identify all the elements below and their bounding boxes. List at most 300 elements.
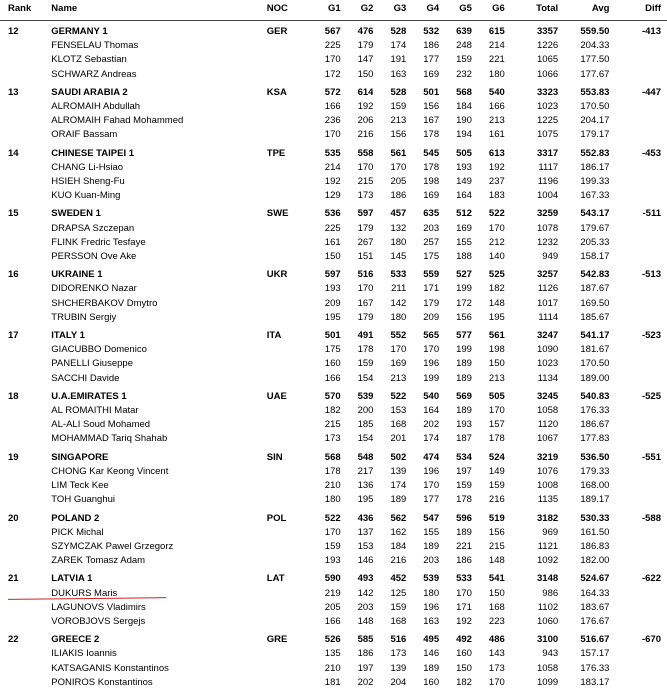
player-name: LAGUNOVS Vladimirs — [51, 601, 146, 613]
team-total: 3317 — [537, 147, 559, 159]
player-game-score: 171 — [456, 601, 472, 613]
player-rank-blank — [0, 493, 51, 507]
player-game-score: 173 — [357, 190, 374, 202]
player-game-score: 216 — [390, 555, 407, 567]
team-total: 3245 — [537, 390, 559, 402]
player-noc-blank — [267, 615, 308, 629]
player-game-score: 170 — [488, 222, 505, 234]
player-total: 1102 — [537, 601, 559, 613]
player-total: 1023 — [537, 358, 559, 370]
team-game-score: 635 — [423, 208, 440, 220]
player-game-score: 257 — [423, 236, 440, 248]
team-avg: 530.33 — [580, 512, 610, 524]
player-row — [0, 465, 667, 479]
player-diff-blank — [609, 479, 667, 493]
player-row — [0, 39, 667, 53]
player-diff-blank — [609, 615, 667, 629]
player-game-score: 187 — [456, 433, 472, 445]
player-row — [0, 175, 667, 189]
player-diff-blank — [609, 189, 667, 203]
player-total: 1017 — [537, 297, 559, 309]
player-row — [0, 493, 667, 507]
player-game-score: 142 — [390, 297, 407, 309]
team-name: LATVIA 1 — [51, 573, 93, 585]
player-total: 1008 — [537, 480, 559, 492]
player-game-score: 178 — [324, 465, 341, 477]
player-diff-blank — [609, 128, 667, 142]
player-avg: 170.50 — [580, 101, 610, 113]
team-rank: 22 — [8, 634, 19, 646]
player-game-score: 237 — [488, 176, 505, 188]
player-game-score: 164 — [456, 190, 472, 202]
player-noc-blank — [267, 161, 308, 175]
player-noc-blank — [267, 236, 308, 250]
player-rank-blank — [0, 404, 51, 418]
player-game-score: 197 — [357, 662, 374, 674]
player-game-score: 173 — [390, 648, 407, 660]
player-rank-blank — [0, 53, 51, 67]
team-game-score: 545 — [423, 147, 440, 159]
player-game-score: 193 — [324, 555, 341, 567]
player-name: PICK Michal — [51, 526, 104, 538]
team-game-score: 436 — [357, 512, 374, 524]
header-total: Total — [536, 3, 559, 14]
team-game-score: 505 — [456, 147, 472, 159]
player-row — [0, 189, 667, 203]
player-game-score: 137 — [357, 526, 374, 538]
team-game-score: 562 — [390, 512, 407, 524]
player-game-score: 159 — [324, 540, 341, 552]
team-row — [0, 572, 667, 586]
player-game-score: 162 — [390, 526, 407, 538]
player-game-score: 136 — [357, 480, 374, 492]
team-game-score: 493 — [357, 573, 374, 585]
player-game-score: 154 — [357, 433, 374, 445]
player-game-score: 179 — [423, 297, 440, 309]
player-row — [0, 282, 667, 296]
player-diff-blank — [609, 662, 667, 676]
player-name: PONIROS Konstantinos — [51, 676, 153, 688]
team-game-score: 614 — [357, 86, 374, 98]
player-game-score: 156 — [423, 101, 440, 113]
player-game-score: 203 — [423, 222, 440, 234]
player-game-score: 221 — [456, 540, 472, 552]
player-game-score: 196 — [423, 465, 440, 477]
player-avg: 158.17 — [580, 251, 610, 263]
player-game-score: 197 — [456, 465, 472, 477]
player-game-score: 161 — [324, 236, 341, 248]
team-game-score: 532 — [423, 26, 440, 37]
team-game-score: 615 — [488, 26, 505, 37]
player-avg: 189.17 — [580, 494, 610, 506]
player-row — [0, 676, 667, 690]
team-diff: -622 — [641, 573, 661, 585]
player-game-score: 168 — [488, 601, 505, 613]
player-game-score: 129 — [324, 190, 341, 202]
player-game-score: 170 — [423, 344, 440, 356]
player-game-score: 213 — [488, 115, 505, 127]
player-game-score: 192 — [456, 615, 472, 627]
team-name: GREECE 2 — [51, 634, 100, 646]
team-name: U.A.EMIRATES 1 — [51, 390, 127, 402]
team-avg: 536.50 — [580, 451, 610, 463]
team-diff: -588 — [641, 512, 661, 524]
team-total: 3247 — [537, 330, 559, 342]
player-game-score: 213 — [390, 372, 407, 384]
player-noc-blank — [267, 493, 308, 507]
player-avg: 183.67 — [580, 601, 610, 613]
team-avg: 516.67 — [580, 634, 610, 646]
player-rank-blank — [0, 479, 51, 493]
player-row — [0, 662, 667, 676]
player-avg: 181.67 — [580, 344, 610, 356]
team-game-score: 516 — [390, 634, 407, 646]
player-rank-blank — [0, 250, 51, 264]
player-game-score: 182 — [456, 676, 472, 688]
team-game-score: 474 — [423, 451, 440, 463]
player-game-score: 125 — [390, 587, 407, 599]
player-game-score: 178 — [456, 494, 472, 506]
player-diff-blank — [609, 250, 667, 264]
player-game-score: 267 — [357, 236, 374, 248]
player-game-score: 170 — [324, 526, 341, 538]
team-game-score: 512 — [456, 208, 472, 220]
player-game-score: 186 — [357, 648, 374, 660]
player-game-score: 196 — [423, 358, 440, 370]
player-noc-blank — [267, 39, 308, 53]
player-game-score: 182 — [488, 283, 505, 295]
player-game-score: 186 — [423, 40, 440, 52]
player-game-score: 156 — [488, 526, 505, 538]
player-game-score: 164 — [423, 405, 440, 417]
player-diff-blank — [609, 647, 667, 661]
player-avg: 157.17 — [580, 648, 610, 660]
player-row — [0, 526, 667, 540]
team-game-score: 486 — [488, 634, 505, 646]
player-total: 1004 — [537, 190, 559, 202]
player-name: DUKURS Maris — [51, 587, 118, 599]
player-game-score: 199 — [456, 344, 472, 356]
player-game-score: 159 — [456, 54, 472, 66]
player-game-score: 192 — [324, 176, 341, 188]
player-game-score: 206 — [357, 115, 374, 127]
team-name: POLAND 2 — [51, 512, 100, 524]
team-total: 3259 — [537, 208, 559, 220]
player-game-score: 181 — [324, 676, 341, 688]
player-rank-blank — [0, 601, 51, 615]
player-game-score: 150 — [456, 662, 472, 674]
player-name: KUO Kuan-Ming — [51, 190, 121, 202]
player-noc-blank — [267, 128, 308, 142]
player-game-score: 215 — [357, 176, 374, 188]
player-game-score: 160 — [423, 676, 440, 688]
player-game-score: 167 — [423, 115, 440, 127]
team-game-score: 561 — [390, 147, 407, 159]
player-row — [0, 297, 667, 311]
player-game-score: 186 — [390, 190, 407, 202]
player-name: MOHAMMAD Tariq Shahab — [51, 433, 168, 445]
player-game-score: 140 — [488, 251, 505, 263]
player-game-score: 172 — [456, 297, 472, 309]
player-game-score: 177 — [423, 494, 440, 506]
player-avg: 169.50 — [580, 297, 610, 309]
team-name: SINGAPORE — [51, 451, 109, 463]
player-diff-blank — [609, 100, 667, 114]
player-game-score: 159 — [456, 480, 472, 492]
player-game-score: 189 — [456, 372, 472, 384]
player-total: 1067 — [537, 433, 559, 445]
team-avg: 524.67 — [580, 573, 610, 585]
player-noc-blank — [267, 372, 308, 386]
player-name: KATSAGANIS Konstantinos — [51, 662, 169, 674]
player-rank-blank — [0, 114, 51, 128]
player-rank-blank — [0, 372, 51, 386]
team-game-score: 533 — [390, 269, 407, 281]
header-row — [0, 0, 667, 21]
player-noc-blank — [267, 662, 308, 676]
player-avg: 187.67 — [580, 283, 610, 295]
team-diff: -525 — [641, 390, 661, 402]
player-noc-blank — [267, 601, 308, 615]
player-diff-blank — [609, 311, 667, 325]
player-diff-blank — [609, 297, 667, 311]
team-game-score: 569 — [456, 390, 472, 402]
player-game-score: 170 — [357, 161, 374, 173]
player-total: 1066 — [537, 68, 559, 80]
team-game-score: 540 — [488, 86, 505, 98]
team-rank: 17 — [8, 330, 19, 342]
player-rank-blank — [0, 100, 51, 114]
player-total: 1232 — [537, 236, 559, 248]
player-avg: 204.33 — [580, 40, 610, 52]
player-rank-blank — [0, 175, 51, 189]
player-name: DIDORENKO Nazar — [51, 283, 137, 295]
player-diff-blank — [609, 676, 667, 690]
team-game-score: 502 — [390, 451, 407, 463]
player-noc-blank — [267, 297, 308, 311]
player-noc-blank — [267, 68, 308, 82]
player-diff-blank — [609, 175, 667, 189]
player-row — [0, 554, 667, 568]
player-total: 1060 — [537, 615, 559, 627]
player-game-score: 150 — [357, 68, 374, 80]
team-game-score: 522 — [324, 512, 341, 524]
player-rank-blank — [0, 526, 51, 540]
team-game-score: 519 — [488, 512, 505, 524]
team-game-score: 492 — [456, 634, 472, 646]
team-game-score: 548 — [357, 451, 374, 463]
player-game-score: 170 — [390, 344, 407, 356]
player-game-score: 159 — [390, 601, 407, 613]
team-noc: GRE — [266, 634, 288, 646]
player-game-score: 163 — [390, 68, 407, 80]
player-row — [0, 540, 667, 554]
team-rank: 19 — [8, 451, 19, 463]
player-game-score: 178 — [357, 344, 374, 356]
player-game-score: 178 — [423, 129, 440, 141]
player-game-score: 170 — [488, 676, 505, 688]
team-game-score: 561 — [488, 330, 505, 342]
player-diff-blank — [609, 222, 667, 236]
team-avg: 541.17 — [580, 330, 610, 342]
player-game-score: 148 — [357, 615, 374, 627]
player-avg: 182.00 — [580, 555, 610, 567]
player-avg: 177.83 — [580, 433, 610, 445]
team-game-score: 572 — [324, 86, 341, 98]
player-rank-blank — [0, 189, 51, 203]
player-diff-blank — [609, 493, 667, 507]
player-name: DRAPSA Szczepan — [51, 222, 135, 234]
player-game-score: 174 — [390, 480, 407, 492]
player-row — [0, 418, 667, 432]
team-row — [0, 25, 667, 39]
player-name: ZAREK Tomasz Adam — [51, 555, 146, 567]
player-game-score: 180 — [423, 587, 440, 599]
player-game-score: 215 — [324, 419, 341, 431]
team-noc: POL — [266, 512, 287, 524]
player-name: GIACUBBO Domenico — [51, 344, 147, 356]
player-noc-blank — [267, 554, 308, 568]
player-diff-blank — [609, 540, 667, 554]
team-game-score: 590 — [324, 573, 341, 585]
header-g3: G3 — [393, 3, 407, 14]
player-game-score: 173 — [488, 662, 505, 674]
player-noc-blank — [267, 100, 308, 114]
player-noc-blank — [267, 587, 308, 601]
player-game-score: 189 — [423, 540, 440, 552]
player-game-score: 139 — [390, 465, 407, 477]
player-name: CHANG Li-Hsiao — [51, 161, 124, 173]
team-row — [0, 451, 667, 465]
team-diff: -523 — [641, 330, 661, 342]
player-name: TOH Guanghui — [51, 494, 116, 506]
player-noc-blank — [267, 343, 308, 357]
team-game-score: 501 — [324, 330, 341, 342]
player-total: 1134 — [537, 372, 559, 384]
team-game-score: 613 — [488, 147, 505, 159]
team-name: ITALY 1 — [51, 330, 85, 342]
team-game-score: 495 — [423, 634, 440, 646]
player-game-score: 170 — [357, 283, 374, 295]
player-game-score: 149 — [456, 176, 472, 188]
player-game-score: 203 — [423, 555, 440, 567]
player-game-score: 169 — [423, 68, 440, 80]
team-game-score: 540 — [423, 390, 440, 402]
player-game-score: 142 — [357, 587, 374, 599]
player-game-score: 204 — [390, 676, 407, 688]
player-name: PANELLI Giuseppe — [51, 358, 133, 370]
player-total: 1196 — [537, 176, 559, 188]
team-row — [0, 86, 667, 100]
player-game-score: 183 — [488, 190, 505, 202]
player-diff-blank — [609, 114, 667, 128]
player-noc-blank — [267, 526, 308, 540]
player-name: FLINK Fredric Tesfaye — [51, 236, 146, 248]
player-total: 1078 — [537, 222, 559, 234]
player-game-score: 225 — [324, 222, 341, 234]
player-game-score: 135 — [324, 648, 341, 660]
header-diff: Diff — [645, 3, 661, 14]
player-game-score: 189 — [456, 358, 472, 370]
player-game-score: 225 — [324, 40, 341, 52]
team-noc: KSA — [266, 86, 287, 98]
team-game-score: 539 — [423, 573, 440, 585]
player-game-score: 195 — [488, 311, 505, 323]
team-game-score: 525 — [488, 269, 505, 281]
player-rank-blank — [0, 615, 51, 629]
player-game-score: 210 — [324, 662, 341, 674]
player-name: CHONG Kar Keong Vincent — [51, 465, 169, 477]
team-name: SWEDEN 1 — [51, 208, 101, 220]
player-rank-blank — [0, 236, 51, 250]
player-name: ILIAKIS Ioannis — [51, 648, 117, 660]
player-total: 943 — [542, 648, 559, 660]
player-game-score: 167 — [357, 297, 374, 309]
team-game-score: 567 — [324, 26, 341, 37]
player-noc-blank — [267, 404, 308, 418]
team-game-score: 597 — [357, 208, 374, 220]
header-rank: Rank — [8, 3, 32, 14]
player-total: 1090 — [537, 344, 559, 356]
team-game-score: 597 — [324, 269, 341, 281]
player-game-score: 174 — [423, 433, 440, 445]
player-game-score: 184 — [456, 101, 472, 113]
player-game-score: 147 — [357, 54, 374, 66]
player-avg: 199.33 — [580, 176, 610, 188]
team-total: 3219 — [537, 451, 559, 463]
player-game-score: 184 — [390, 540, 407, 552]
team-game-score: 528 — [390, 26, 407, 37]
player-game-score: 248 — [456, 40, 472, 52]
player-name: TRUBIN Sergiy — [51, 311, 117, 323]
player-total: 1225 — [537, 115, 559, 127]
player-game-score: 189 — [456, 526, 472, 538]
player-game-score: 149 — [488, 465, 505, 477]
player-game-score: 159 — [488, 480, 505, 492]
team-total: 3257 — [537, 269, 559, 281]
player-avg: 189.00 — [580, 372, 610, 384]
player-total: 1065 — [537, 54, 559, 66]
player-game-score: 195 — [357, 494, 374, 506]
team-row — [0, 207, 667, 221]
player-diff-blank — [609, 432, 667, 446]
team-game-score: 639 — [456, 26, 472, 37]
player-game-score: 168 — [390, 615, 407, 627]
player-game-score: 174 — [390, 40, 407, 52]
team-row — [0, 512, 667, 526]
player-game-score: 146 — [423, 648, 440, 660]
player-row — [0, 404, 667, 418]
player-row — [0, 479, 667, 493]
player-game-score: 223 — [488, 615, 505, 627]
player-game-score: 182 — [324, 405, 341, 417]
team-row — [0, 633, 667, 647]
player-noc-blank — [267, 189, 308, 203]
player-game-score: 232 — [456, 68, 472, 80]
player-noc-blank — [267, 647, 308, 661]
player-game-score: 205 — [390, 176, 407, 188]
player-name: VOROBJOVS Sergejs — [51, 615, 146, 627]
team-rank: 20 — [8, 512, 19, 524]
player-row — [0, 53, 667, 67]
player-game-score: 202 — [357, 676, 374, 688]
team-rank: 21 — [8, 573, 19, 585]
player-diff-blank — [609, 526, 667, 540]
team-game-score: 568 — [324, 451, 341, 463]
player-game-score: 161 — [488, 129, 505, 141]
player-avg: 176.33 — [580, 662, 610, 674]
player-game-score: 186 — [456, 555, 472, 567]
